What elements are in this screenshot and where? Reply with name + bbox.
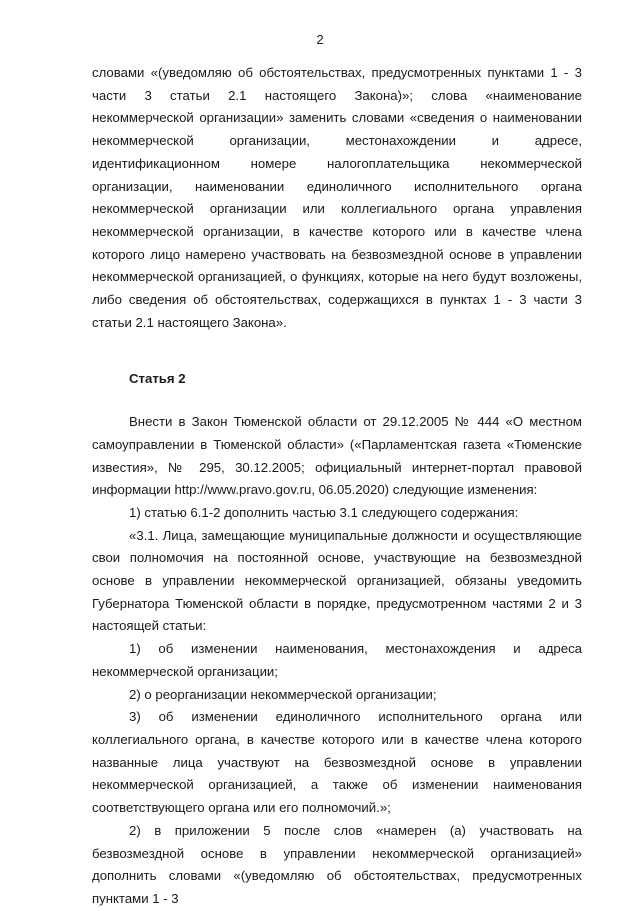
paragraph-subitem-1: 1) об изменении наименования, местонахождения и адреса некоммерческой организации; [92,641,582,679]
paragraph-subitem-2: 2) о реорганизации некоммерческой организации; [129,686,437,702]
spacer [92,391,582,411]
document-body [92,62,582,911]
paragraph-subitem-3: 3) об изменении единоличного исполнительного органа или коллегиального органа, в качестве которого или в качестве члена которого названные лица участвуют на безвозмездной основе в управлении некоммерческой организацией, а также об изменении наименования соответствующего органа или его полномочий.»; [92,709,582,816]
paragraph-item-2: 2) в приложении 5 после слов «намерен (а) участвовать на безвозмездной основе в управлении некоммерческой организацией» дополнить словами «(уведомляю об обстоятельствах, предусмотренных пунктами 1 - 3 [92,822,582,906]
paragraph-amendment-intro: Внести в Закон Тюменской области от 29.12.2005 № 444 «О местном самоуправлении в Тюменской области» («Парламентская газета «Тюменские известия», № 295, 30.12.2005; официальный интернет-портал правовой информации http://www.pravo.gov.ru, 06.05.2020) следующие изменения: [92,414,582,498]
page-number: 2 [316,32,324,47]
paragraph-continuation: словами «(уведомляю об обстоятельствах, предусмотренных пунктами 1 - 3 части 3 статьи 2.1 настоящего Закона)»; слова «наименование некоммерческой организации» заменить словами «сведения о наименовании некоммерческой организации, местонахождении и адресе, идентификационном номере налогоплательщика некоммерческой организации, наименовании единоличного исполнительного органа некоммерческой организации или коллегиального органа управления некоммерческой организации, в качестве которого или в качестве члена которого лицо намерено участвовать на безвозмездной основе в управлении некоммерческой организацией, о функциях, которые на него будут возложены, либо сведения об обстоятельствах, содержащихся в пунктах 1 - 3 части 3 статьи 2.1 настоящего Закона». [92,65,582,330]
article-heading: Статья 2 [129,371,186,387]
paragraph-quoted-part: «3.1. Лица, замещающие муниципальные должности и осуществляющие свои полномочия на постоянной основе, участвующие на безвозмездной основе в управлении некоммерческой организацией, обязаны уведомить Губернатора Тюменской области в порядке, предусмотренном частями 2 и 3 настоящей статьи: [92,527,582,634]
paragraph-item-1: 1) статью 6.1-2 дополнить частью 3.1 следующего содержания: [129,504,519,520]
spacer [92,334,582,368]
